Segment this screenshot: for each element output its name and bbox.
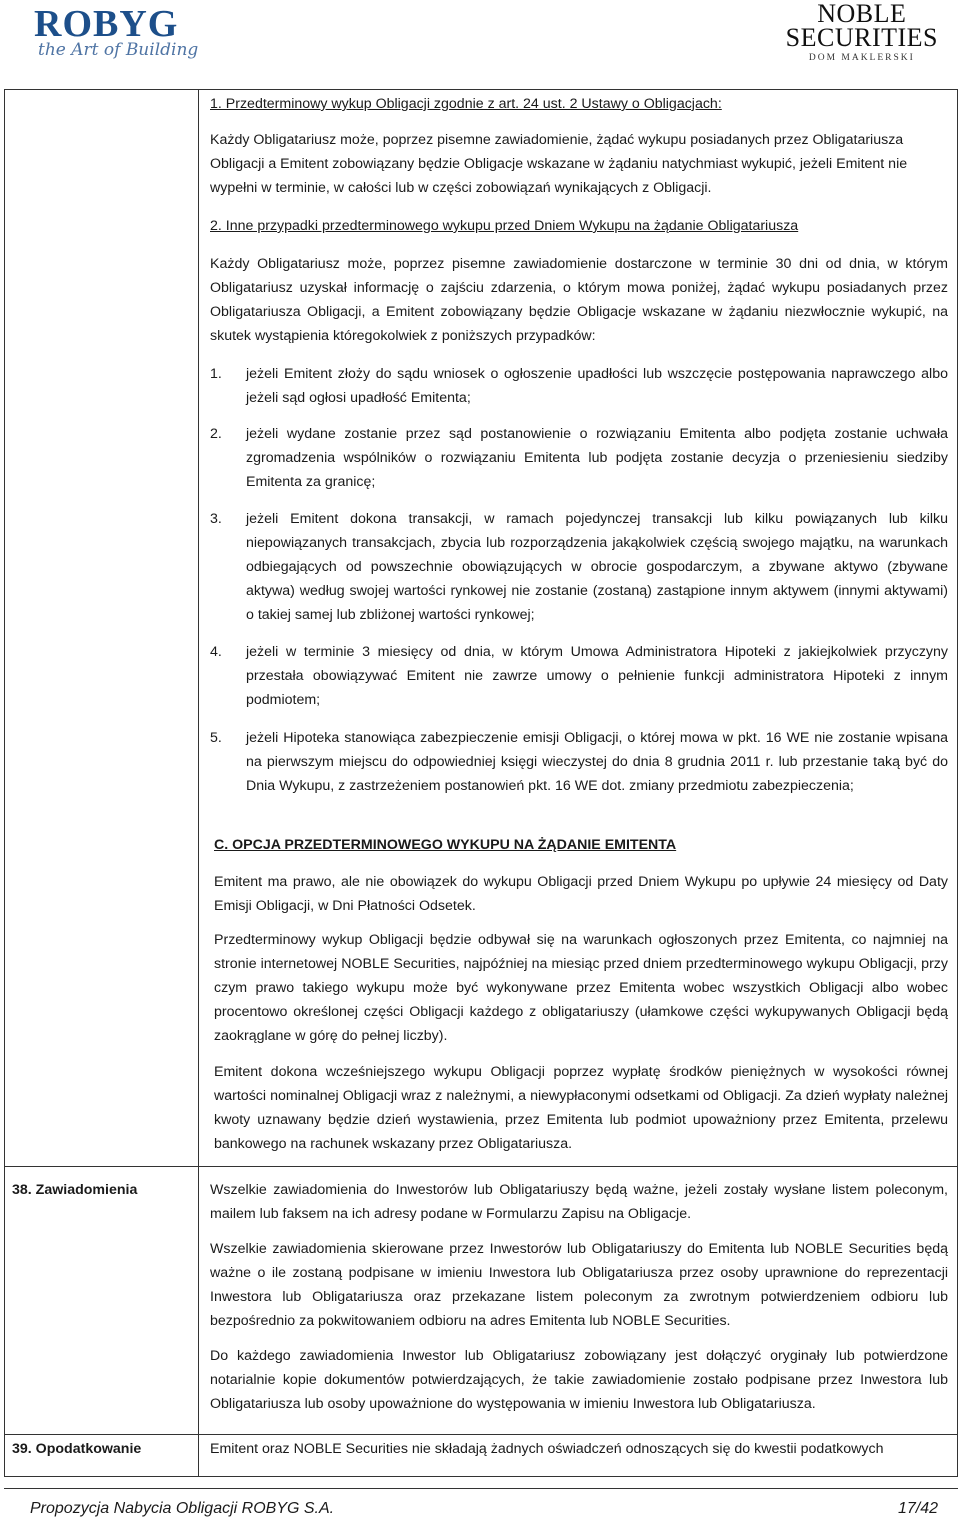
list-item: jeżeli Hipoteka stanowiąca zabezpieczenie emisji Obligacji, o której mowa w pkt. 16 WE nie zostanie wpisana na pierwszym miejscu do odpowiedniej księgi wieczystej do dnia 8 grudnia 2011 r. lub przestanie taką być do Dnia Wykupu, z zastrzeżeniem postanowień pkt. 16 WE dot. zmiany przedmiotu zabezpieczenia; bbox=[246, 730, 948, 794]
paragraph: Każdy Obligatariusz może, poprzez pisemne zawiadomienie, żądać wykupu posiadanych przez Obligatariusza Obligacji a Emitent zobowiązany będzie Obligacje wskazane w żądaniu natychmiast wykupić, jeżeli Emitent nie wypełni w terminie, w całości lub w części zobowiązań wynikających z Obligacji. bbox=[210, 132, 908, 196]
paragraph: Wszelkie zawiadomienia do Inwestorów lub Obligatariuszy będą ważne, jeżeli zostały wysłane listem poleconym, mailem lub faksem na ich adresy podane w Formularzu Zapisu na Obligacje. bbox=[210, 1182, 948, 1222]
paragraph: Do każdego zawiadomienia Inwestor lub Obligatariusz zobowiązany jest dołączyć oryginały lub potwierdzone notarialnie kopie dokumentów potwierdzających, że takie zawiadomienie zostało podpisane przez Inwestora lub Obligatariusza lub osoby upoważnione do występowania w imieniu Inwestora lub Obligatariusza. bbox=[210, 1348, 948, 1412]
list-item: jeżeli Emitent dokona transakcji, w ramach pojedynczej transakcji lub kilku powiązanych lub kilku niepowiązanych transakcjach, zbycia lub rozporządzenia jakąkolwiek częścią swojego majątku, na warunkach odbiegających od powszechnie obowiązujących w obrocie gospodarczym, a zbywane aktywo (zbywane aktywa) według swojej wartości rynkowej nie zostanie (zostaną) zastąpione innym aktywem (innymi aktywami) o takiej samej lub zbliżonej wartości rynkowej; bbox=[246, 511, 948, 623]
noble-logo-line2: SECURITIES bbox=[785, 23, 938, 52]
footer-page-number: 17/42 bbox=[897, 1500, 938, 1517]
page-header bbox=[0, 0, 960, 80]
noble-logo-line3: DOM MAKLERSKI bbox=[808, 53, 915, 63]
row-divider-38 bbox=[4, 1166, 958, 1167]
section-39-label: 39. Opodatkowanie bbox=[12, 1441, 142, 1457]
section-c-heading: C. OPCJA PRZEDTERMINOWEGO WYKUPU NA ŻĄDANIE EMITENTA bbox=[214, 837, 677, 853]
paragraph: Emitent ma prawo, ale nie obowiązek do wykupu Obligacji przed Dniem Wykupu po upływie 24 miesięcy od Daty Emisji Obligacji, w Dni Płatności Odsetek. bbox=[214, 874, 948, 914]
noble-logo-line1: NOBLE bbox=[817, 0, 907, 28]
list-item: jeżeli wydane zostanie przez sąd postanowienie o rozwiązaniu Emitenta albo podjęta zostanie uchwała zgromadzenia wspólników o rozwiązaniu Emitenta lub podjęta zostanie decyzja o przeniesieniu siedziby Emitenta za granicę; bbox=[246, 426, 948, 490]
paragraph: Emitent oraz NOBLE Securities nie składają żadnych oświadczeń odnoszących się do kwestii podatkowych bbox=[210, 1441, 884, 1457]
subsection-1-heading: 1. Przedterminowy wykup Obligacji zgodnie z art. 24 ust. 2 Ustawy o Obligacjach: bbox=[210, 96, 722, 112]
paragraph: Wszelkie zawiadomienia skierowane przez Inwestorów lub Obligatariuszy do Emitenta lub NOBLE Securities będą ważne o ile zostaną podpisane w imieniu Inwestora lub Obligatariusza przez osoby uprawnione do reprezentacji Inwestora lub Obligatariusza oraz przekazane listem poleconym za zwrotnym potwierdzeniem odbioru lub bezpośrednio za pokwitowaniem odbioru na adres Emitenta lub NOBLE Securities. bbox=[210, 1241, 948, 1329]
paragraph: Przedterminowy wykup Obligacji będzie odbywał się na warunkach ogłoszonych przez Emitenta, co najmniej na stronie internetowej NOBLE Securities, najpóźniej na miesiąc przed dniem przedterminowego wykupu Obligacji, przy czym prawo takiego wykupu może być wykonywane przez Emitenta wobec wszystkich Obligacji albo wobec procentowo określonej części Obligacji każdego z obligatariuszy (ułamkowe części wykupywanych Obligacji będą zaokrąglane w górę do pełnej liczby). bbox=[214, 932, 948, 1044]
section-38-label: 38. Zawiadomienia bbox=[12, 1182, 138, 1198]
robyg-logo-tagline: the Art of Building bbox=[38, 40, 199, 60]
footer-document-title: Propozycja Nabycia Obligacji ROBYG S.A. bbox=[30, 1500, 335, 1517]
list-item: jeżeli Emitent złoży do sądu wniosek o ogłoszenie upadłości lub wszczęcie postępowania naprawczego albo jeżeli sąd ogłosi upadłość Emitenta; bbox=[246, 366, 948, 406]
row-divider-39 bbox=[4, 1434, 958, 1435]
list-item: jeżeli w terminie 3 miesięcy od dnia, w którym Umowa Administratora Hipoteki z jakiejkolwiek przyczyny przestała obowiązywać Emitent nie zawrze umowy o pełnienie funkcji administratora Hipoteki z innym podmiotem; bbox=[246, 644, 948, 708]
list-number: 4. bbox=[210, 644, 222, 660]
footer-divider bbox=[4, 1488, 958, 1489]
list-number: 1. bbox=[210, 366, 222, 382]
robyg-logo bbox=[34, 4, 198, 60]
list-number: 3. bbox=[210, 511, 222, 527]
paragraph: Emitent dokona wcześniejszego wykupu Obligacji poprzez wypłatę środków pieniężnych w wysokości równej wartości nominalnej Obligacji wraz z należnymi, a niewypłaconymi odsetkami od Obligacji. Za dzień wypłaty należnej kwoty uznawany będzie dzień wystawienia, przez Emitenta lub podmiot upoważniony przez Emitenta, przelewu bankowego na rachunek wskazany przez Obligatariusza. bbox=[214, 1064, 948, 1152]
subsection-2-heading: 2. Inne przypadki przedterminowego wykupu przed Dniem Wykupu na żądanie Obligatariusza bbox=[210, 218, 799, 234]
list-number: 2. bbox=[210, 426, 222, 442]
noble-securities-logo bbox=[786, 2, 938, 63]
column-divider bbox=[198, 89, 199, 1477]
robyg-logo-word: ROBYG bbox=[34, 3, 179, 45]
list-number: 5. bbox=[210, 730, 222, 746]
paragraph: Każdy Obligatariusz może, poprzez pisemne zawiadomienie dostarczone w terminie 30 dni od dnia, w którym Obligatariusz uzyskał informację o zajściu zdarzenia, o którym mowa poniżej, żądać wykupu posiadanych przez Obligatariusza Obligacji, a Emitent zobowiązany będzie Obligacje wskazane w żądaniu niezwłocznie wykupić, na skutek wystąpienia któregokolwiek z poniższych przypadków: bbox=[210, 256, 948, 344]
